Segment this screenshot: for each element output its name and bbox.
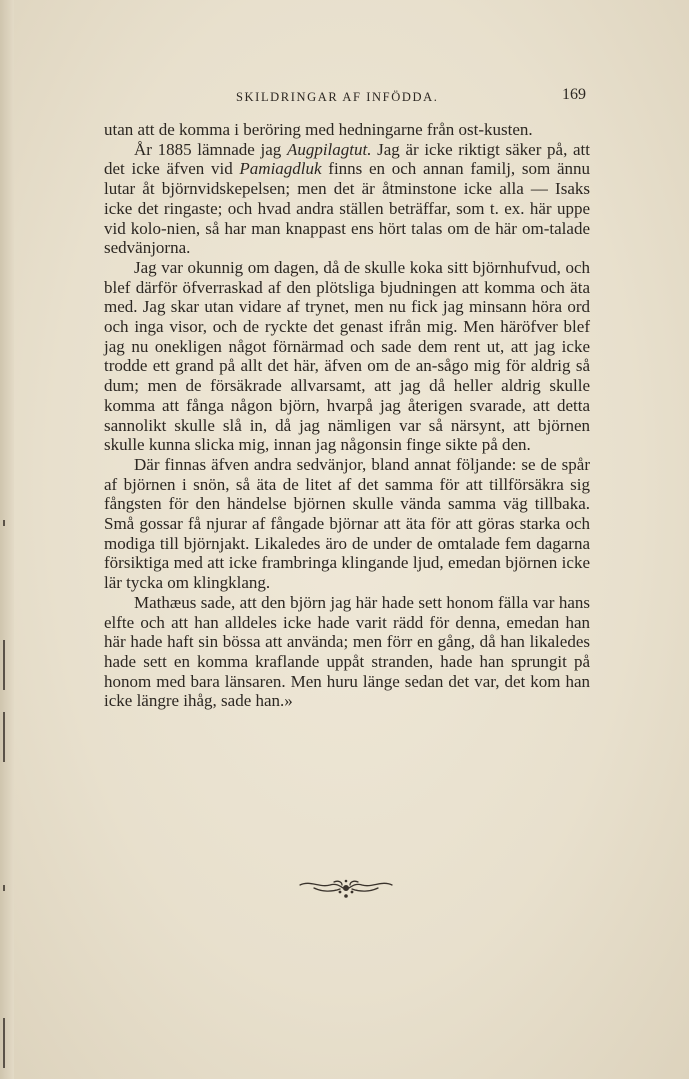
text-segment: Jag är icke riktigt säker på, att det icke äfven vid bbox=[104, 139, 590, 179]
binding-edge bbox=[0, 0, 14, 1079]
text-segment: Mathæus sade, att den björn jag här hade sett honom fälla var hans elfte och att han alldeles icke hade varit rädd för denna, emedan han här hade haft sin bössa att använda; men förr en gång, då han likaledes hade sett en komma kraflande uppåt stranden, hade han sprungit på honom med bara länsaren. Men huru länge sedan det var, det kom han icke längre ihåg, sade han.» bbox=[104, 592, 590, 711]
text-segment: finns en och annan familj, som ännu lutar åt björnvidskepelsen; men det är åtminstone icke alla — Isaks icke det ringaste; och hvad andra ställen beträffar, som t. ex. här uppe vid kolo-nien, så har man knappast ens hört talas om de här om-talade sedvänjorna. bbox=[104, 159, 590, 258]
text-segment: Där finnas äfven andra sedvänjor, bland annat följande: se de spår af björnen i snön, så äta de litet af det samma för att tillförsäkra sig fångsten för den händelse björnen skulle vända samma väg tillbaka. Små gossar få njurar af fångade björnar att äta för att göras starka och modiga till björnjakt. Likaledes äro de under de omtalade fem dagarna försiktiga med att icke frambringa klingande ljud, emedan björnen icke lär tycka om klingklang. bbox=[104, 454, 590, 593]
margin-mark bbox=[3, 712, 5, 762]
text-segment: År 1885 lämnade jag bbox=[134, 139, 287, 159]
italic-place-name: Augpilagtut. bbox=[286, 139, 372, 159]
paragraph bbox=[104, 455, 590, 593]
text-segment: utan att de komma i beröring med hedningarne från ost-kusten. bbox=[104, 120, 533, 139]
fleuron-icon bbox=[296, 876, 396, 900]
text-segment: Jag var okunnig om dagen, då de skulle koka sitt björnhufvud, och blef därför öfverraskad af den plötsliga bjudningen att komma och äta med. Jag skar utan vidare af trynet, men nu fick jag minsann höra ord och inga visor, och de ryckte det genast ifrån mig. Men häröfver blef jag nu onekligen något förnärmad och sade dem rent ut, att jag icke trodde ett grand på allt det här, äfven om de an-sågo mig för aldrig så dum; men de försäkrade allvarsamt, att jag då heller aldrig skulle komma att fånga någon björn, hvarpå jag återigen svarade, att detta sannolikt skulle slå in, då jag nämligen var så närsynt, att björnen skulle kunna slicka mig, innan jag någonsin finge sikte på den. bbox=[104, 257, 590, 455]
margin-mark bbox=[3, 640, 5, 690]
page-header bbox=[104, 86, 588, 108]
paragraph bbox=[104, 140, 590, 258]
paragraph bbox=[104, 120, 590, 140]
paragraph bbox=[104, 258, 590, 455]
body-text bbox=[104, 120, 590, 711]
margin-mark bbox=[3, 1018, 5, 1068]
running-head: SKILDRINGAR AF INFÖDDA. bbox=[236, 90, 439, 104]
margin-mark bbox=[3, 885, 5, 891]
page-number: 169 bbox=[562, 86, 586, 103]
margin-mark bbox=[3, 520, 5, 526]
paragraph bbox=[104, 593, 590, 711]
italic-place-name: Pamiagdluk bbox=[239, 159, 322, 179]
